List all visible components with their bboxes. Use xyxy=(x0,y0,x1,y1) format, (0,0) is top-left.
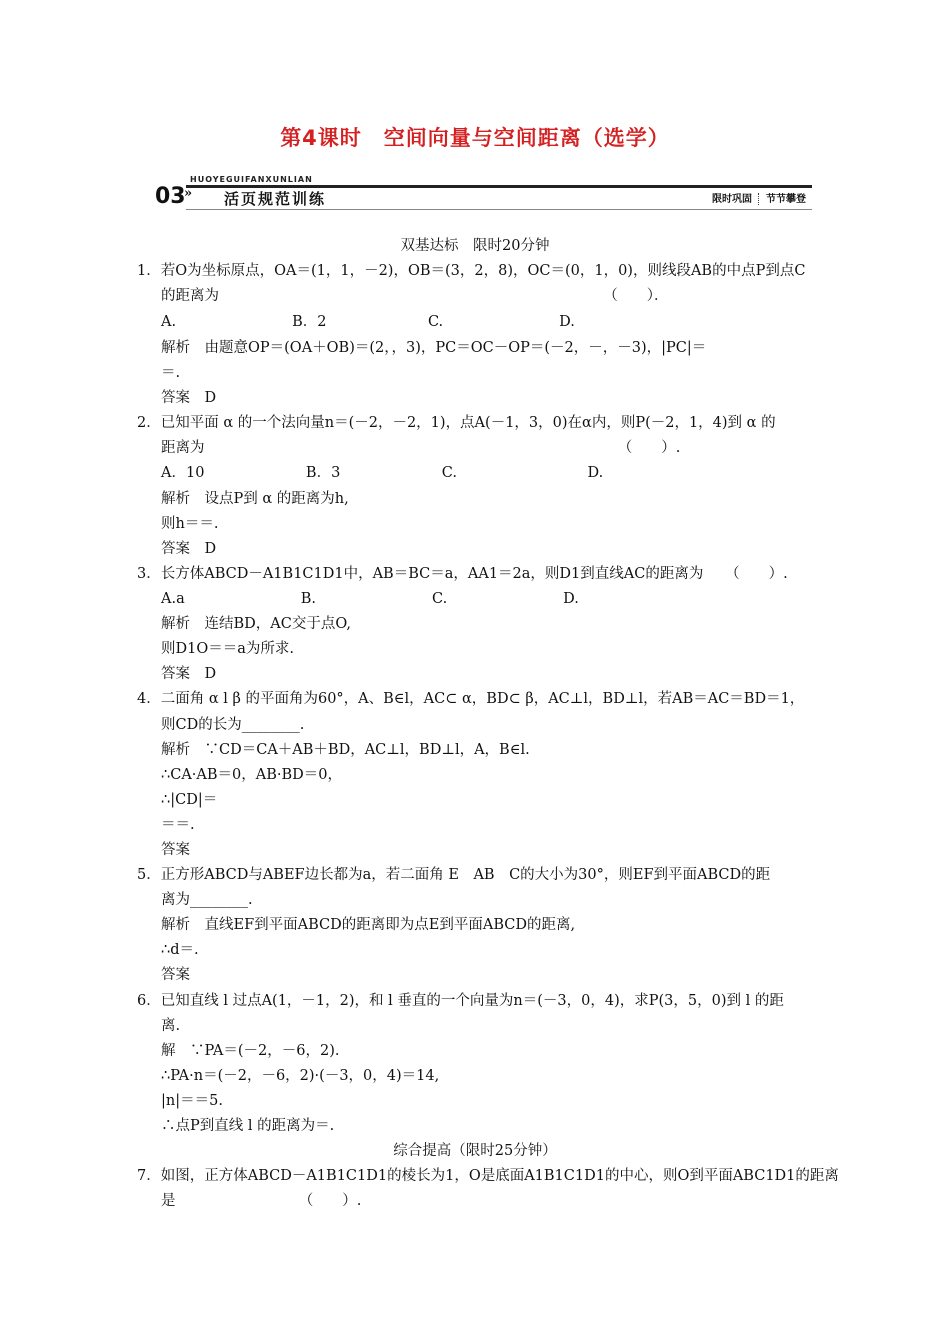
q2-analysis-cont: 则h＝＝. xyxy=(161,516,219,532)
q5-answer: 答案 xyxy=(161,967,190,983)
q3-line1: 3．长方体ABCD－A1B1C1D1中，AB＝BC＝a，AA1＝2a，则D1到直线AC的距离为 （ ）. xyxy=(137,566,788,582)
q7-line2: 是 （ ）. xyxy=(161,1193,362,1209)
section-heading-basic: 双基达标 限时20分钟 xyxy=(400,238,550,254)
banner-number: 03 xyxy=(155,184,186,209)
q2-options: A．10 B．3 C. D. xyxy=(161,465,604,481)
q2-analysis: 解析 设点P到 α 的距离为h, xyxy=(161,491,349,507)
q4-answer: 答案 xyxy=(161,842,190,858)
q6-solution-4: ∴点P到直线 l 的距离为＝. xyxy=(161,1118,335,1134)
q1-answer: 答案 D xyxy=(161,390,217,406)
banner-name: 活页规范训练 xyxy=(224,190,327,208)
q2-answer: 答案 D xyxy=(161,541,217,557)
banner-subtitle: HUOYEGUIFANXUNLIAN xyxy=(190,175,313,184)
banner-underline xyxy=(186,209,812,210)
q3-analysis-cont: 则D1O＝＝a为所求. xyxy=(161,641,294,657)
q3-answer: 答案 D xyxy=(161,666,217,682)
q4-line2: 则CD的长为________. xyxy=(161,717,305,733)
q5-line2: 离为________. xyxy=(161,892,253,908)
q1-line2: 的距离为 （ ）． xyxy=(161,288,669,304)
page-title: 第4课时 空间向量与空间距离（选学） xyxy=(280,126,670,150)
q2-line1: 2．已知平面 α 的一个法向量n＝(－2，－2，1)，点A(－1，3，0)在α内，则P(－2，1，4)到 α 的 xyxy=(137,415,776,431)
q6-line1: 6．已知直线 l 过点A(1，－1，2)，和 l 垂直的一个向量为n＝(－3，0，4)，求P(3，5，0)到 l 的距 xyxy=(137,993,784,1009)
q1-analysis: 解析 由题意OP＝(OA＋OB)＝(2，，3)，PC＝OC－OP＝(－2，－，－3)，|PC|＝ xyxy=(161,340,707,356)
q6-solution-3: |n|＝＝5. xyxy=(161,1093,223,1109)
q4-analysis-3: ∴|CD|＝ xyxy=(161,792,218,808)
q6-solution-2: ∴PA·n＝(－2，－6，2)·(－3，0，4)＝14, xyxy=(161,1068,440,1084)
q6-line2: 离. xyxy=(161,1018,181,1034)
q6-solution: 解 ∵PA＝(－2，－6，2). xyxy=(161,1043,340,1059)
tag-divider xyxy=(758,193,760,205)
q3-analysis: 解析 连结BD，AC交于点O, xyxy=(161,616,351,632)
section-heading-advanced: 综合提高（限时25分钟） xyxy=(393,1143,557,1159)
q2-line2: 距离为 （ ）. xyxy=(161,440,681,456)
q1-analysis-cont: ＝. xyxy=(161,365,181,381)
q3-options: A.a B. C. D. xyxy=(161,591,579,607)
banner-tag-left: 限时巩固 xyxy=(712,194,752,205)
q1-options: A. B．2 C. D. xyxy=(161,314,575,330)
q4-analysis: 解析 ∵CD＝CA＋AB＋BD，AC⊥l，BD⊥l，A，B∈l. xyxy=(161,742,530,758)
q4-line1: 4．二面角 α l β 的平面角为60°，A、B∈l，AC⊂ α，BD⊂ β，AC⊥l，BD⊥l，若AB＝AC＝BD＝1， xyxy=(137,691,805,707)
chevron-icon: » xyxy=(184,186,193,201)
q5-analysis: 解析 直线EF到平面ABCD的距离即为点E到平面ABCD的距离, xyxy=(161,917,576,933)
banner-tags xyxy=(712,190,806,205)
q4-analysis-2: ∴CA·AB＝0，AB·BD＝0， xyxy=(161,767,342,783)
q4-analysis-4: ＝＝. xyxy=(161,817,195,833)
banner-tag-right: 节节攀登 xyxy=(766,194,806,205)
section-banner xyxy=(152,172,812,214)
q7-line1: 7．如图，正方体ABCD－A1B1C1D1的棱长为1，O是底面A1B1C1D1的中心，则O到平面ABC1D1的距离 xyxy=(137,1168,839,1184)
q5-line1: 5．正方形ABCD与ABEF边长都为a，若二面角 E AB C的大小为30°，则EF到平面ABCD的距 xyxy=(137,867,771,883)
q5-analysis-cont: ∴d＝. xyxy=(161,942,199,958)
q1-line1: 1．若O为坐标原点，OA＝(1，1，－2)，OB＝(3，2，8)，OC＝(0，1，0)，则线段AB的中点P到点C xyxy=(137,263,806,279)
